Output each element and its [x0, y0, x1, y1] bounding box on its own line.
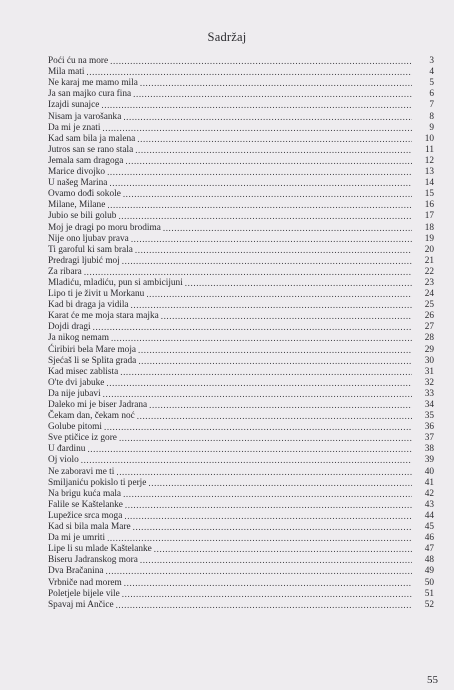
toc-entry-title: Ti garoful ki sam brala [48, 244, 133, 255]
dot-leader [123, 490, 412, 499]
toc-entry-title: Ja san majko cura fina [48, 89, 132, 100]
toc-entry-title: Za ribara [48, 266, 82, 277]
toc-entry-page: 21 [424, 255, 434, 266]
dot-leader [120, 368, 412, 377]
dot-leader [123, 113, 412, 122]
dot-leader [140, 79, 412, 88]
toc-entry-page: 31 [424, 366, 434, 377]
toc-entry-page: 22 [424, 266, 434, 277]
toc-entry-page: 41 [424, 477, 434, 488]
toc-entry-page: 5 [429, 78, 434, 89]
toc-entry-page: 48 [424, 555, 434, 566]
dot-leader [123, 190, 412, 199]
toc-entry-page: 19 [424, 233, 434, 244]
toc-entry [48, 366, 434, 377]
dot-leader [138, 346, 412, 355]
toc-entry-page: 46 [424, 533, 434, 544]
toc-entry-title: Izajdi sunajce [48, 100, 100, 111]
toc-entry-title: Ćiribiri bela Mare moja [48, 344, 137, 355]
toc-entry-page: 52 [424, 599, 434, 610]
toc-entry [48, 310, 434, 321]
dot-leader [106, 567, 413, 576]
dot-leader [107, 201, 412, 210]
toc-entry-page: 33 [424, 388, 434, 399]
dot-leader [101, 101, 412, 110]
toc-entry-title: Na brigu kuća mala [48, 488, 122, 499]
toc-entry-title: U našeg Marina [48, 178, 108, 189]
toc-entry-title: Ja nikog nemam [48, 333, 109, 344]
dot-leader [124, 579, 412, 588]
toc-entry [48, 554, 434, 565]
toc-entry [48, 110, 434, 121]
toc-entry [48, 166, 434, 177]
toc-entry [48, 377, 434, 388]
toc-entry-title: Poletjele bijele vile [48, 588, 120, 599]
dot-leader [161, 312, 412, 321]
toc-entry-page: 35 [424, 411, 434, 422]
toc-entry-page: 14 [424, 178, 434, 189]
toc-entry [48, 255, 434, 266]
toc-entry-title: U đardinu [48, 444, 86, 455]
toc-entry-page: 37 [424, 433, 434, 444]
toc-entry-title: Oj violo [48, 455, 79, 466]
toc-entry-page: 4 [429, 67, 434, 78]
toc-entry-page: 32 [424, 377, 434, 388]
toc-entry-title: Kad bi draga ja vidila [48, 300, 129, 311]
toc-entry-title: Sve ptičice iz gore [48, 433, 117, 444]
toc-entry-title: Biseru Jadranskog mora [48, 555, 138, 566]
toc-entry [48, 144, 434, 155]
toc-entry-page: 39 [424, 455, 434, 466]
toc-entry [48, 99, 434, 110]
toc-entry-title: Da nije jubavi [48, 388, 101, 399]
toc-entry-page: 8 [429, 111, 434, 122]
toc-entry-page: 38 [424, 444, 434, 455]
dot-leader [124, 512, 412, 521]
dot-leader [110, 57, 412, 66]
toc-entry [48, 421, 434, 432]
toc-entry-page: 50 [424, 577, 434, 588]
toc-entry-page: 24 [424, 289, 434, 300]
dot-leader [106, 379, 412, 388]
toc-entry-title: O'te dvi jabuke [48, 377, 105, 388]
toc-entry-page: 26 [424, 311, 434, 322]
dot-leader [148, 479, 412, 488]
toc-entry-title: Golube pitomi [48, 422, 102, 433]
toc-entry-page: 7 [429, 100, 434, 111]
dot-leader [109, 179, 412, 188]
dot-leader [122, 590, 412, 599]
toc-entry [48, 599, 434, 610]
toc-entry-page: 18 [424, 222, 434, 233]
toc-entry [48, 277, 434, 288]
toc-entry-title: Ne zaboravi me ti [48, 466, 115, 477]
toc-entry [48, 133, 434, 144]
toc-entry [48, 443, 434, 454]
toc-entry [48, 454, 434, 465]
dot-leader [103, 390, 412, 399]
dot-leader [131, 235, 412, 244]
dot-leader [133, 523, 412, 532]
toc-entry-title: Spavaj mi Ančice [48, 599, 114, 610]
toc-entry-title: Nisam ja varošanka [48, 111, 122, 122]
dot-leader [81, 456, 412, 465]
toc-entry [48, 77, 434, 88]
toc-entry-page: 10 [424, 133, 434, 144]
toc-entry-page: 36 [424, 422, 434, 433]
toc-entry [48, 88, 434, 99]
dot-leader [111, 334, 412, 343]
toc-entry-title: Kad si bila mala Mare [48, 522, 131, 533]
toc-entry-page: 13 [424, 167, 434, 178]
toc-entry [48, 465, 434, 476]
toc-entry [48, 410, 434, 421]
toc-entry [48, 233, 434, 244]
toc-entry-page: 44 [424, 510, 434, 521]
toc-entry-title: Da mi je znati [48, 122, 101, 133]
toc-entry-page: 16 [424, 200, 434, 211]
toc-entry-page: 27 [424, 322, 434, 333]
dot-leader [140, 556, 412, 565]
toc-entry [48, 532, 434, 543]
toc-entry [48, 499, 434, 510]
toc-entry-title: Daleko mi je biser Jadrana [48, 400, 148, 410]
toc-entry-page: 47 [424, 544, 434, 555]
dot-leader [107, 534, 412, 543]
dot-leader [102, 124, 412, 133]
dot-leader [84, 268, 412, 277]
toc-entry [48, 355, 434, 366]
toc-entry [48, 543, 434, 554]
toc-entry-page: 49 [424, 566, 434, 577]
dot-leader [107, 168, 412, 177]
toc-entry-title: Falile se Kaštelanke [48, 499, 123, 510]
toc-entry-title: Kad sam bila ja malena [48, 133, 136, 144]
toc-entry [48, 66, 434, 77]
toc-entry-page: 3 [429, 56, 434, 67]
toc-entry-title: Lipe li su mlade Kaštelanke [48, 544, 152, 555]
toc-entry-page: 34 [424, 400, 434, 410]
toc-entry-page: 20 [424, 244, 434, 255]
toc-entry-title: Mladiću, mladiću, pun si ambicijuni [48, 277, 183, 288]
dot-leader [135, 146, 412, 155]
toc-entry [48, 55, 434, 66]
toc-entry-page: 23 [424, 277, 434, 288]
toc-entry [48, 399, 434, 410]
toc-entry-page: 15 [424, 189, 434, 200]
dot-leader [185, 279, 412, 288]
dot-leader [119, 434, 412, 443]
dot-leader [133, 90, 412, 99]
toc-entry [48, 299, 434, 310]
table-of-contents [48, 55, 434, 610]
dot-leader [131, 301, 412, 310]
toc-entry-page: 17 [424, 211, 434, 222]
toc-entry-title: Čekam dan, čekam noć [48, 411, 135, 422]
dot-leader [138, 357, 412, 366]
toc-entry [48, 521, 434, 532]
toc-entry-page: 40 [424, 466, 434, 477]
toc-entry-title: Lupežice srca moga [48, 510, 123, 521]
dot-leader [104, 423, 412, 432]
toc-entry-title: Vrbniče nad morem [48, 577, 122, 588]
toc-entry [48, 432, 434, 443]
page-number: 55 [427, 674, 438, 686]
toc-entry-page: 45 [424, 522, 434, 533]
dot-leader [93, 323, 412, 332]
toc-entry-page: 29 [424, 344, 434, 355]
toc-entry-page: 11 [425, 144, 434, 155]
dot-leader [118, 212, 412, 221]
toc-entry-title: Mila mati [48, 67, 85, 78]
toc-entry-title: Jemala sam dragoga [48, 155, 124, 166]
dot-leader [116, 601, 412, 610]
toc-entry [48, 266, 434, 277]
toc-entry [48, 588, 434, 599]
toc-entry-title: Karat će me moja stara majka [48, 311, 159, 322]
toc-entry [48, 177, 434, 188]
toc-entry-title: Poći ću na more [48, 56, 109, 67]
toc-entry-page: 6 [429, 89, 434, 100]
toc-entry-title: Kad misec zablista [48, 366, 119, 377]
dot-leader [137, 135, 412, 144]
toc-entry [48, 576, 434, 587]
dot-leader [163, 224, 412, 233]
toc-entry-title: Nije ono ljubav prava [48, 233, 129, 244]
toc-entry-title: Sjećaš li se Splita grada [48, 355, 137, 366]
toc-entry-page: 51 [424, 588, 434, 599]
toc-entry [48, 477, 434, 488]
toc-entry-page: 9 [429, 122, 434, 133]
toc-entry [48, 510, 434, 521]
toc-entry-title: Predragi ljubić moj [48, 255, 120, 266]
dot-leader [135, 246, 412, 255]
toc-entry-page: 25 [424, 300, 434, 311]
toc-entry-title: Dva Bračanina [48, 566, 104, 577]
dot-leader [87, 445, 412, 454]
toc-entry [48, 288, 434, 299]
dot-leader [125, 501, 412, 510]
toc-entry-page: 30 [424, 355, 434, 366]
toc-entry [48, 122, 434, 133]
toc-entry-page: 12 [424, 155, 434, 166]
toc-entry [48, 199, 434, 210]
toc-entry-title: Jutros san se rano stala [48, 144, 134, 155]
toc-entry-title: Da mi je umriti [48, 533, 106, 544]
dot-leader [149, 401, 412, 410]
toc-entry [48, 388, 434, 399]
toc-entry [48, 188, 434, 199]
dot-leader [125, 157, 412, 166]
toc-entry [48, 343, 434, 354]
toc-entry [48, 210, 434, 221]
toc-entry [48, 488, 434, 499]
dot-leader [137, 412, 412, 421]
toc-entry-title: Moj je dragi po moru brodima [48, 222, 161, 233]
dot-leader [86, 68, 412, 77]
toc-entry [48, 565, 434, 576]
dot-leader [154, 545, 412, 554]
toc-entry [48, 155, 434, 166]
toc-entry-title: Ne karaj me mamo mila [48, 78, 138, 89]
toc-entry-title: Lipo ti je živit u Morkanu [48, 289, 145, 300]
page-title: Sadržaj [207, 30, 247, 44]
toc-entry-title: Dojdi dragi [48, 322, 91, 333]
toc-entry-page: 43 [424, 499, 434, 510]
toc-entry-title: Jubio se bili golub [48, 211, 117, 222]
toc-entry-page: 42 [424, 488, 434, 499]
toc-entry-page: 28 [424, 333, 434, 344]
dot-leader [122, 257, 412, 266]
dot-leader [146, 290, 412, 299]
toc-entry-title: Ovamo dođi sokole [48, 189, 121, 200]
toc-entry [48, 321, 434, 332]
toc-entry [48, 332, 434, 343]
dot-leader [116, 468, 412, 477]
toc-entry [48, 221, 434, 232]
toc-entry-title: Smiljaniću pokislo ti perje [48, 477, 147, 488]
toc-entry [48, 244, 434, 255]
toc-entry-title: Milane, Milane [48, 200, 106, 211]
toc-entry-title: Marice divojko [48, 167, 106, 178]
